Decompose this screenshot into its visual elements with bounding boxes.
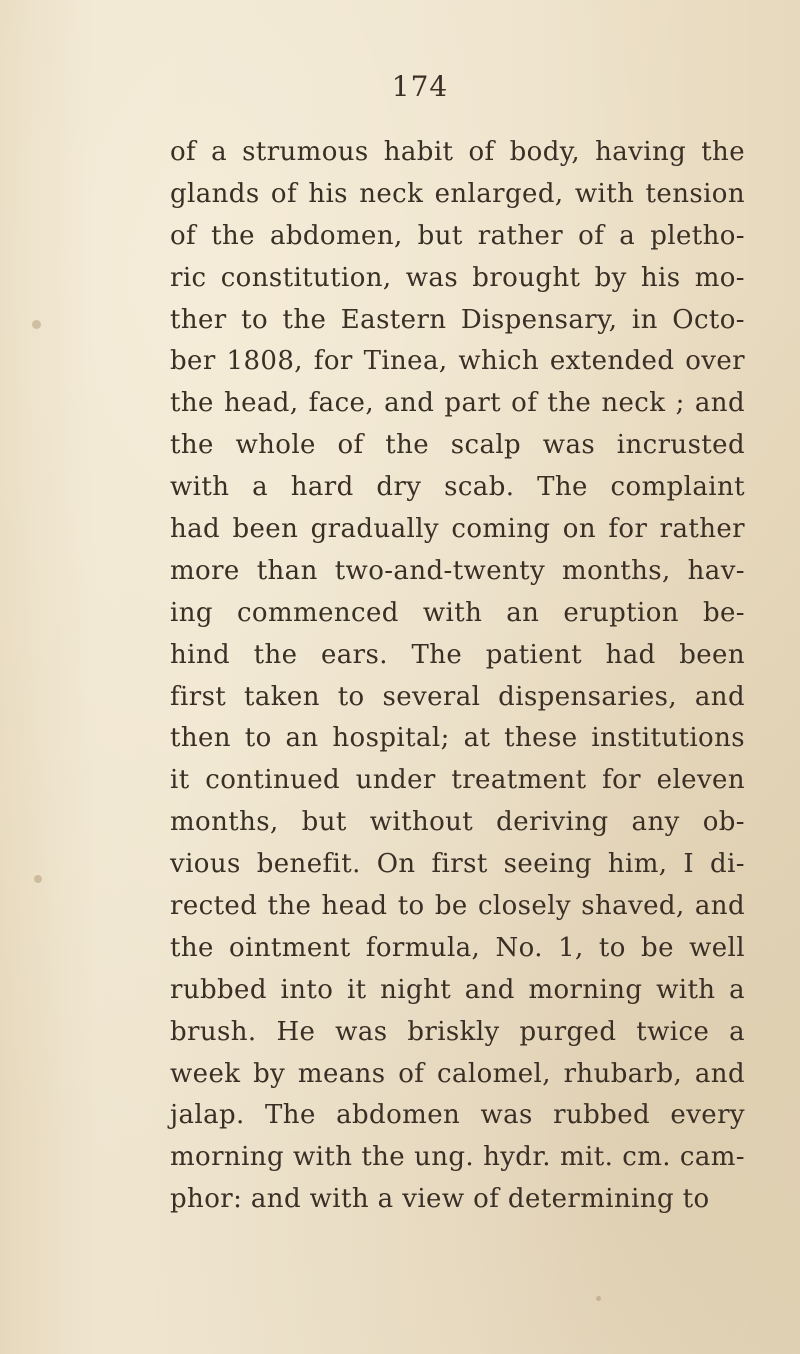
text-line: the whole of the scalp was incrusted <box>170 430 745 461</box>
text-line: week by means of calomel, rhubarb, and <box>170 1058 745 1089</box>
text-line: morning with the ung. hydr. mit. cm. cam- <box>170 1142 745 1173</box>
paper-stain <box>32 320 41 329</box>
text-line: of the abdomen, but rather of a pletho- <box>170 220 745 251</box>
text-line: first taken to several dispensaries, and <box>170 681 745 712</box>
body-text <box>170 132 745 1221</box>
text-line: ther to the Eastern Dispensary, in Octo- <box>170 304 745 335</box>
text-line: it continued under treatment for eleven <box>170 765 745 796</box>
text-line: rected the head to be closely shaved, and <box>170 891 745 922</box>
text-line: glands of his neck enlarged, with tension <box>170 178 745 209</box>
text-line: the head, face, and part of the neck ; and <box>170 388 745 419</box>
text-line: more than two-and-twenty months, hav- <box>170 555 745 586</box>
text-line: rubbed into it night and morning with a <box>170 974 745 1005</box>
paper-stain <box>34 875 42 883</box>
text-line: ber 1808, for Tinea, which extended over <box>170 346 745 377</box>
text-line: then to an hospital; at these institutions <box>170 723 745 754</box>
text-line: jalap. The abdomen was rubbed every <box>170 1100 745 1131</box>
text-line: brush. He was briskly purged twice a <box>170 1016 745 1047</box>
text-line: hind the ears. The patient had been <box>170 639 745 670</box>
text-line: phor: and with a view of determining to <box>170 1184 710 1215</box>
text-line: the ointment formula, No. 1, to be well <box>170 932 745 963</box>
page-number: 174 <box>391 70 449 103</box>
text-line: vious benefit. On first seeing him, I di- <box>170 849 745 880</box>
text-line: had been gradually coming on for rather <box>170 514 745 545</box>
paper-stain <box>596 1296 601 1301</box>
text-line: of a strumous habit of body, having the <box>170 137 745 167</box>
text-line: ing commenced with an eruption be- <box>170 597 745 628</box>
text-line: ric constitution, was brought by his mo- <box>170 262 745 293</box>
text-line: with a hard dry scab. The complaint <box>170 472 745 503</box>
text-line: months, but without deriving any ob- <box>170 807 745 838</box>
